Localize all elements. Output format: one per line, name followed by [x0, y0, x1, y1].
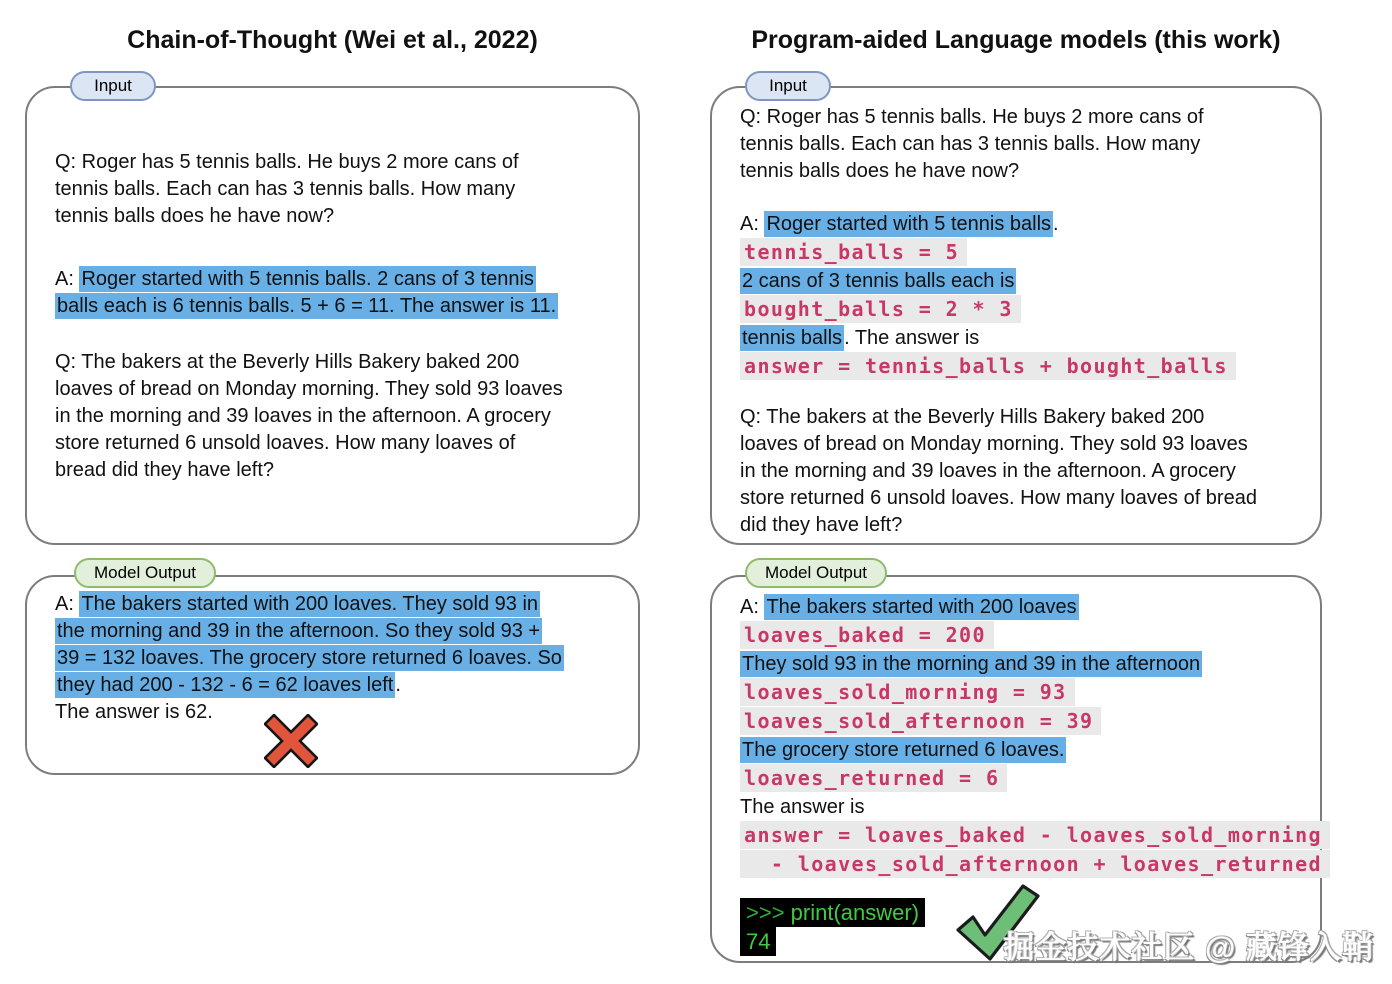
question-line: loaves of bread on Monday morning. They sold 93 loaves	[740, 433, 1248, 455]
question-line: store returned 6 unsold loaves. How many loaves of	[55, 432, 516, 454]
question-line: in the morning and 39 loaves in the afternoon. A grocery	[740, 460, 1236, 482]
question-line: loaves of bread on Monday morning. They sold 93 loaves	[55, 378, 563, 400]
cot-input-panel	[25, 86, 640, 545]
python-statement: answer = tennis_balls + bought_balls	[740, 352, 1236, 380]
question-line: did they have left?	[740, 514, 903, 536]
question-line: tennis balls. Each can has 3 tennis balls. How many	[55, 178, 516, 200]
pal-output-panel	[710, 575, 1322, 963]
terminal-result: 74	[746, 929, 771, 954]
cot-question-2	[55, 349, 628, 484]
pal-exemplar-answer	[740, 210, 1310, 381]
answer-line	[740, 267, 1310, 295]
code-line	[740, 295, 1310, 324]
code-line	[740, 238, 1310, 267]
highlighted-reasoning: The bakers started with 200 loaves	[766, 596, 1077, 618]
answer-prefix: A:	[55, 268, 80, 290]
answer-line	[55, 293, 628, 320]
answer-prefix: A:	[55, 593, 80, 615]
sentence-tail: .	[1053, 213, 1059, 235]
highlighted-reasoning: The bakers started with 200 loaves. They sold 93 in	[81, 593, 539, 615]
answer-line	[740, 324, 1310, 352]
answer-line	[55, 645, 628, 672]
sentence-tail: . The answer is	[844, 327, 980, 349]
question-line: bread did they have left?	[55, 459, 275, 481]
terminal-command: print(answer)	[784, 900, 920, 925]
question-line: Q: The bakers at the Beverly Hills Bakery baked 200	[55, 351, 520, 373]
code-line	[740, 821, 1322, 850]
final-answer-line: The answer is 62.	[55, 701, 213, 723]
highlighted-reasoning: The grocery store returned 6 loaves.	[742, 739, 1065, 761]
highlighted-reasoning: the morning and 39 in the afternoon. So they sold 93 +	[57, 620, 541, 642]
answer-prefix: A:	[740, 596, 765, 618]
highlighted-reasoning: 2 cans of 3 tennis balls each is	[742, 270, 1015, 292]
code-line	[740, 621, 1310, 650]
cross-icon	[264, 714, 318, 773]
code-line	[740, 352, 1310, 381]
highlighted-reasoning: Roger started with 5 tennis balls. 2 cans of 3 tennis	[81, 268, 534, 290]
question-line: tennis balls does he have now?	[55, 205, 335, 227]
python-statement: answer = loaves_baked - loaves_sold_morning	[740, 821, 1330, 849]
question-line: tennis balls. Each can has 3 tennis balls. How many	[740, 133, 1201, 155]
cot-question-1	[55, 149, 628, 230]
question-line: Q: The bakers at the Beverly Hills Bakery baked 200	[740, 406, 1205, 428]
pal-input-panel	[710, 86, 1322, 545]
pal-output-label: Model Output	[745, 558, 887, 588]
watermark-text: 掘金技术社区 @ 藏锋入鞘	[1003, 930, 1374, 965]
cot-output-panel	[25, 575, 640, 775]
python-statement: tennis_balls = 5	[740, 238, 967, 266]
python-statement: - loaves_sold_afternoon + loaves_returned	[740, 850, 1330, 878]
python-statement: loaves_sold_afternoon = 39	[740, 707, 1101, 735]
python-statement: loaves_baked = 200	[740, 621, 994, 649]
answer-line: The answer is	[740, 796, 865, 818]
cot-exemplar-answer	[55, 266, 628, 320]
answer-line	[740, 650, 1310, 678]
question-line: tennis balls does he have now?	[740, 160, 1020, 182]
pal-title: Program-aided Language models (this work)	[751, 26, 1281, 54]
question-line: Q: Roger has 5 tennis balls. He buys 2 more cans of	[55, 151, 519, 173]
cot-title: Chain-of-Thought (Wei et al., 2022)	[127, 26, 538, 54]
code-line	[740, 850, 1322, 879]
answer-line	[740, 210, 1310, 238]
highlighted-reasoning: balls each is 6 tennis balls. 5 + 6 = 11. The answer is 11.	[57, 295, 557, 317]
answer-line	[740, 593, 1310, 621]
python-statement: loaves_returned = 6	[740, 764, 1007, 792]
highlighted-reasoning: 39 = 132 loaves. The grocery store returned 6 loaves. So	[57, 647, 562, 669]
python-statement: loaves_sold_morning = 93	[740, 678, 1075, 706]
answer-line	[55, 591, 628, 618]
question-line: Q: Roger has 5 tennis balls. He buys 2 more cans of	[740, 106, 1204, 128]
cot-output-label: Model Output	[74, 558, 216, 588]
answer-line	[55, 266, 628, 293]
highlighted-reasoning: tennis balls	[742, 327, 843, 349]
pal-model-answer	[740, 593, 1322, 879]
answer-line	[55, 672, 628, 699]
pal-question-2	[740, 404, 1310, 539]
code-line	[740, 707, 1310, 736]
code-line	[740, 764, 1310, 793]
sentence-tail: .	[395, 674, 401, 696]
question-line: in the morning and 39 loaves in the afternoon. A grocery	[55, 405, 551, 427]
answer-line	[740, 736, 1310, 764]
highlighted-reasoning: Roger started with 5 tennis balls	[766, 213, 1052, 235]
cot-input-label: Input	[70, 71, 156, 101]
python-statement: bought_balls = 2 * 3	[740, 295, 1021, 323]
cot-model-answer	[55, 591, 628, 726]
pal-question-1	[740, 104, 1310, 185]
terminal-prompt: >>>	[746, 900, 785, 925]
answer-line	[55, 618, 628, 645]
answer-prefix: A:	[740, 213, 765, 235]
highlighted-reasoning: They sold 93 in the morning and 39 in the afternoon	[742, 653, 1201, 675]
question-line: store returned 6 unsold loaves. How many loaves of bread	[740, 487, 1257, 509]
code-line	[740, 678, 1310, 707]
pal-input-label: Input	[745, 71, 831, 101]
highlighted-reasoning: they had 200 - 132 - 6 = 62 loaves left	[57, 674, 394, 696]
